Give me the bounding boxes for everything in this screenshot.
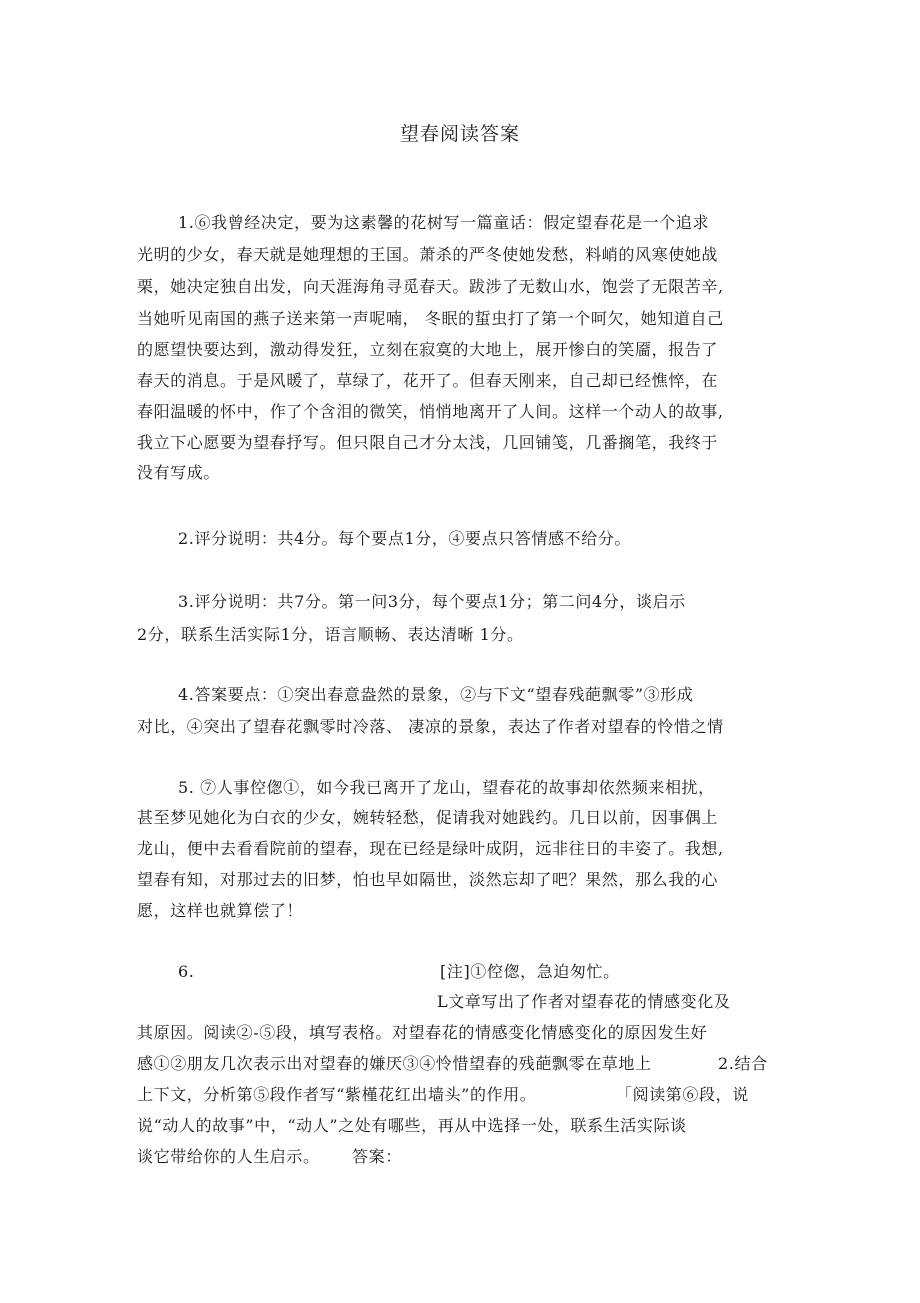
- q5-line: 愿，这样也就算偿了！: [137, 901, 304, 920]
- q6-line: 感①②朋友几次表示出对望春的嫌厌③④怜惜望春的残葩飘零在草地上: [137, 1054, 652, 1073]
- q1-line: 1.⑥我曾经决定，要为这素馨的花树写一篇童话：假定望春花是一个追求: [178, 213, 710, 232]
- q5-line: 甚至梦见她化为白衣的少女，婉转轻愁，促请我对她践约。几日以前，因事偶上: [137, 808, 719, 827]
- q6-line: L文章写出了作者对望春花的情感变化及: [437, 992, 731, 1011]
- q1-line: 我立下心愿要为望春抒写。但只限自己才分太浅，几回铺笺，几番搁笔，我终于: [137, 433, 719, 452]
- q5-line: 望春有知，对那过去的旧梦，怕也早如隔世，淡然忘却了吧？果然，那么我的心: [137, 870, 719, 889]
- q1-line: 当她听见南国的燕子送来第一声呢喃， 冬眠的蜇虫打了第一个呵欠，她知道自己: [137, 309, 724, 328]
- q5-line: 龙山，便中去看看院前的望春，现在已经是绿叶成阴，远非往日的丰姿了。我想,: [137, 839, 724, 858]
- q6-note: [注]①倥偬，急迫匆忙。: [440, 962, 620, 981]
- q1-line: 没有写成。: [137, 463, 221, 482]
- answer-label: 答案：: [352, 1147, 402, 1166]
- q6-line: 2.结合: [718, 1054, 768, 1073]
- q1-line: 春天的消息。于是风暖了，草绿了，花开了。但春天刚来，自己却已经憔悴，在: [137, 371, 719, 390]
- q3-line: 3.评分说明：共7分。第一问3分，每个要点1分；第二问4分，谈启示: [178, 592, 686, 611]
- q1-line: 光明的少女，春天就是她理想的王国。萧杀的严冬使她发愁，料峭的风寒使她战: [137, 245, 719, 264]
- q1-line: 栗，她决定独自出发，向天涯海角寻觅春天。跋涉了无数山水，饱尝了无限苦辛,: [137, 277, 724, 296]
- q3-line: 2分，联系生活实际1分，语言顺畅、表达清晰 1分。: [137, 625, 524, 644]
- q6-line: 其原因。阅读②-⑤段，填写表格。对望春花的情感变化情感变化的原因发生好: [137, 1023, 708, 1042]
- q4-line: 对比，④突出了望春花飘零时冷落、 凄凉的景象，表达了作者对望春的怜惜之情: [137, 717, 724, 736]
- q1-line: 春阳温暖的怀中，作了个含泪的微笑，悄悄地离开了人间。这样一个动人的故事,: [137, 402, 724, 421]
- q1-line: 的愿望快要达到，激动得发狂，立刻在寂寞的大地上，展开惨白的笑靥，报告了: [137, 340, 719, 359]
- page-title: 望春阅读答案: [399, 123, 520, 145]
- q4-line: 4.答案要点：①突出春意盎然的景象，②与下文“望春残葩飘零”③形成: [178, 685, 694, 704]
- q2-line: 2.评分说明：共4分。每个要点1分，④要点只答情感不给分。: [178, 529, 632, 548]
- q6-line: 说“动人的故事”中，“动人”之处有哪些，再从中选择一处，联系生活实际谈: [137, 1116, 687, 1135]
- q6-line: 「阅读第⑥段，说: [616, 1085, 749, 1104]
- q6-line: 上下文，分析第⑤段作者写“紫槿花红出墙头”的作用。: [137, 1085, 537, 1104]
- q6-line: 谈它带给你的人生启示。: [137, 1147, 320, 1166]
- q6-number: 6.: [178, 962, 195, 981]
- q5-line: 5. ⑦人事倥偬①，如今我已离开了龙山，望春花的故事却依然频来相扰，: [178, 778, 715, 797]
